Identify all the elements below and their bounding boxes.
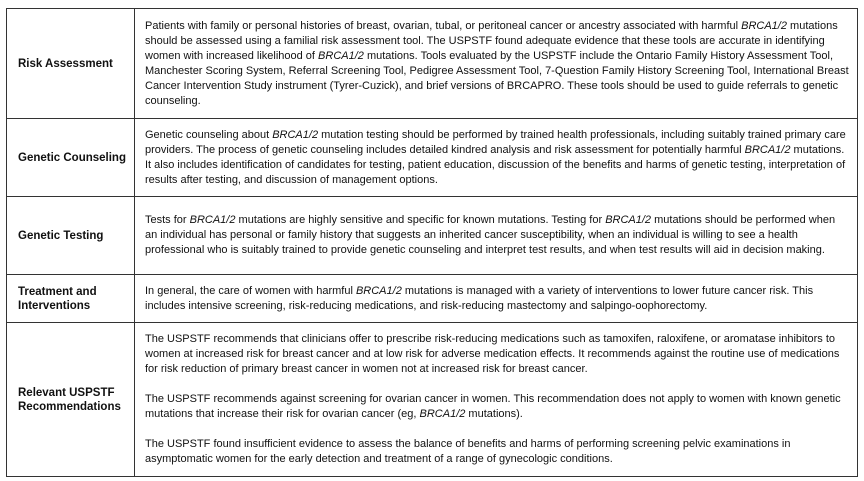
row-label: Treatment and Interventions (7, 275, 135, 323)
row-content (135, 197, 858, 275)
table-row (7, 9, 858, 119)
row-label: Genetic Testing (7, 197, 135, 275)
row-content (135, 119, 858, 197)
paragraph: The USPSTF recommends that clinicians offer to prescribe risk-reducing medications such as tamoxifen, raloxifene, or aromatase inhibitors to women at increased risk for breast cancer and at low risk for adverse medication effects. It recommends against the routine use of medications for risk reduction of primary breast cancer in women not at increased risk for breast cancer. (145, 333, 840, 375)
row-content (135, 275, 858, 323)
paragraph: Tests for BRCA1/2 mutations are highly sensitive and specific for known mutations. Testing for BRCA1/2 mutations should be performed when an individual has personal or family history that suggests an inherited cancer susceptibility, when an individual is willing to see a health professional who is suitably trained to provide genetic counseling and interpret test results, and when test results will aid in decision making. (145, 214, 836, 256)
gene-name: BRCA1/2 (272, 128, 319, 141)
row-label: Risk Assessment (7, 9, 135, 119)
row-content (135, 9, 858, 119)
gene-name: BRCA1/2 (189, 214, 236, 226)
table-row (7, 119, 858, 197)
table-row (7, 323, 858, 477)
gene-name: BRCA1/2 (744, 143, 791, 156)
paragraph: The USPSTF recommends against screening for ovarian cancer in women. This recommendation does not apply to women with known genetic mutations that increase their risk for ovarian cancer (eg, BRCA1/2 mutations). (145, 393, 841, 420)
paragraph: Patients with family or personal histories of breast, ovarian, tubal, or peritoneal cancer or ancestry associated with harmful BRCA1/2 mutations should be assessed using a familial risk assessment tool. The USPSTF found adequate evidence that these tools are accurate in identifying women with increased likelihood of BRCA1/2 mutations. Tools evaluated by the USPSTF include the Ontario Family History Assessment Tool, Manchester Scoring System, Referral Screening Tool, Pedigree Assessment Tool, 7-Question Family History Screening Tool, International Breast Cancer Intervention Study instrument (Tyrer-Cuzick), and brief versions of BRCAPRO. These tools should be used to guide referrals to genetic counseling. (145, 19, 849, 107)
paragraph: The USPSTF found insufficient evidence to assess the balance of benefits and harms of performing screening pelvic examinations in asymptomatic women for the early detection and treatment of a range of gynecologic conditions. (145, 438, 791, 465)
gene-name: BRCA1/2 (318, 49, 364, 62)
gene-name: BRCA1/2 (741, 19, 787, 32)
gene-name: BRCA1/2 (605, 214, 652, 226)
row-label: Genetic Counseling (7, 119, 135, 197)
table-row (7, 275, 858, 323)
recommendations-table (6, 8, 858, 477)
row-label: Relevant USPSTF Recommendations (7, 323, 135, 477)
gene-name: BRCA1/2 (419, 408, 466, 420)
table-row (7, 197, 858, 275)
gene-name: BRCA1/2 (355, 284, 402, 297)
paragraph: In general, the care of women with harmful BRCA1/2 mutations is managed with a variety of interventions to lower future cancer risk. This includes intensive screening, risk-reducing medications, and risk-reducing mastectomy and salpingo-oophorectomy. (145, 284, 814, 312)
row-content (135, 323, 858, 477)
paragraph: Genetic counseling about BRCA1/2 mutation testing should be performed by trained health professionals, including suitably trained primary care providers. The process of genetic counseling includes detailed kindred analysis and risk assessment for potentially harmful BRCA1/2 mutations. It also includes identification of candidates for testing, patient education, discussion of the benefits and harms of genetic testing, interpretation of results after testing, and discussion of management options. (145, 128, 846, 186)
